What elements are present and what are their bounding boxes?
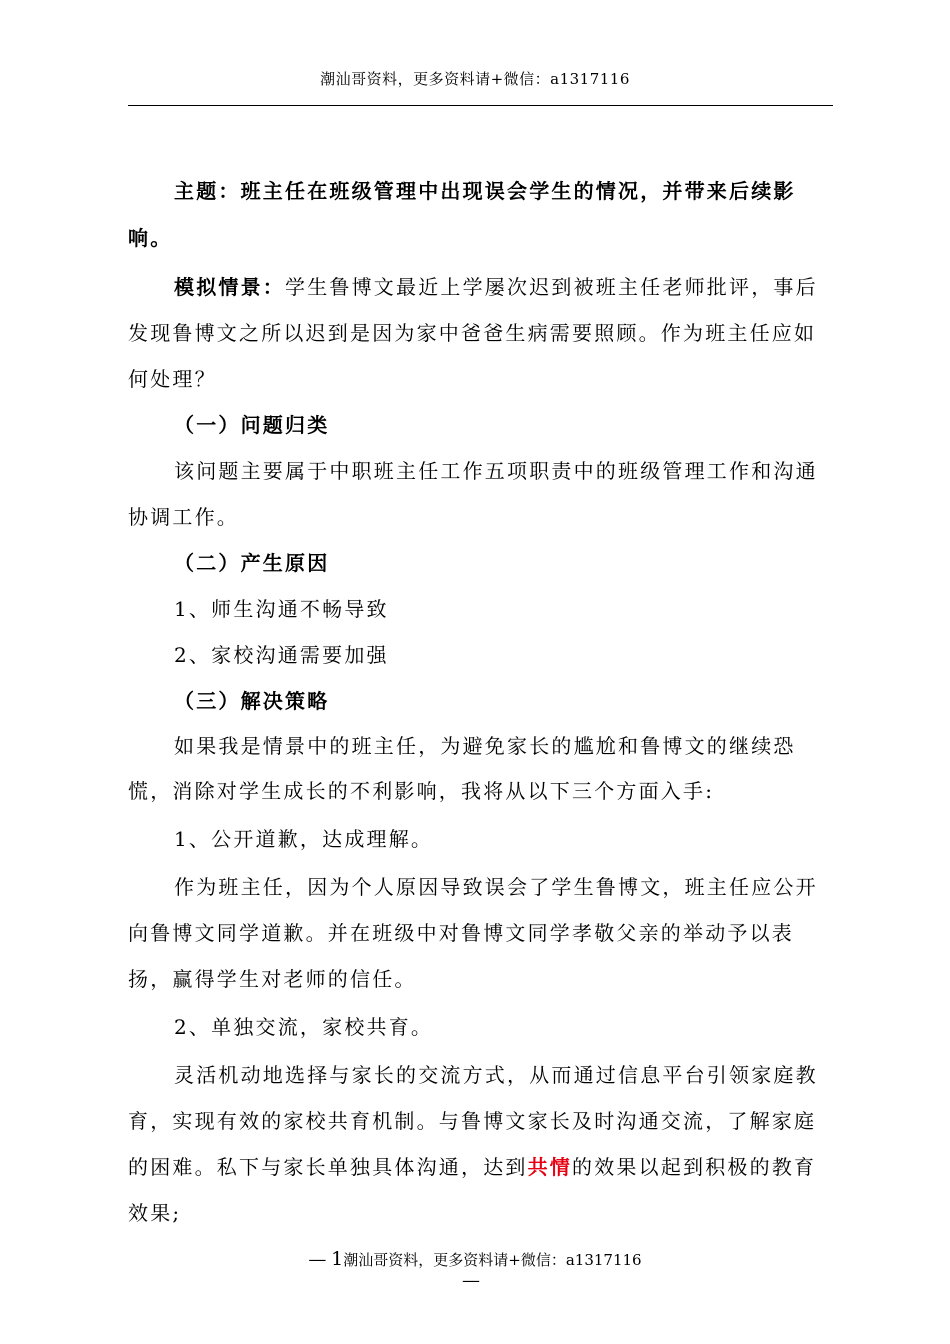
section-2-item-1: 1、师生沟通不畅导致 — [174, 597, 389, 621]
scenario-label: 模拟情景： — [174, 275, 285, 299]
section-2-title: （二）产生原因 — [174, 551, 330, 575]
document-body — [128, 168, 833, 1236]
footer-dash-below: — — [462, 1270, 480, 1291]
page-number: 1 — [331, 1248, 344, 1270]
theme-text: 班主任在班级管理中出现误会学生的情况，并带来后续影响。 — [128, 179, 796, 250]
theme-label: 主题： — [174, 179, 241, 203]
strategy-1-title: 1、公开道歉，达成理解。 — [174, 827, 434, 851]
page-header-text: 潮汕哥资料，更多资料请+微信：a1317116 — [320, 70, 630, 88]
highlight-empathy: 共情 — [527, 1155, 573, 1179]
page-footer — [0, 1248, 950, 1270]
strategy-2-text — [128, 1052, 833, 1236]
footer-dash-left: — — [308, 1249, 327, 1270]
theme-paragraph — [128, 168, 833, 262]
section-1-title: （一）问题归类 — [174, 413, 330, 437]
scenario-paragraph — [128, 264, 833, 402]
header-rule — [128, 105, 833, 106]
section-3-intro: 如果我是情景中的班主任，为避免家长的尴尬和鲁博文的继续恐慌，消除对学生成长的不利影响，我将从以下三个方面入手: — [128, 734, 796, 803]
footer-text: 潮汕哥资料，更多资料请+微信：a1317116 — [343, 1251, 642, 1269]
section-2-item-2: 2、家校沟通需要加强 — [174, 643, 389, 667]
strategy-2-text-after: 的效果以起到积极的教育效果; — [128, 1155, 817, 1225]
section-3-title: （三）解决策略 — [174, 689, 330, 713]
strategy-2-title: 2、单独交流，家校共育。 — [174, 1015, 434, 1039]
section-1-text: 该问题主要属于中职班主任工作五项职责中的班级管理工作和沟通协调工作。 — [128, 459, 818, 529]
strategy-2-text-before: 灵活机动地选择与家长的交流方式，从而通过信息平台引领家庭教育，实现有效的家校共育机制。与鲁博文家长及时沟通交流，了解家庭的困难。私下与家长单独具体沟通，达到 — [128, 1063, 818, 1179]
strategy-1-text: 作为班主任，因为个人原因导致误会了学生鲁博文，班主任应公开向鲁博文同学道歉。并在班级中对鲁博文同学孝敬父亲的举动予以表扬，赢得学生对老师的信任。 — [128, 875, 818, 991]
scenario-text: 学生鲁博文最近上学屡次迟到被班主任老师批评，事后发现鲁博文之所以迟到是因为家中爸爸生病需要照顾。作为班主任应如何处理？ — [128, 275, 818, 391]
